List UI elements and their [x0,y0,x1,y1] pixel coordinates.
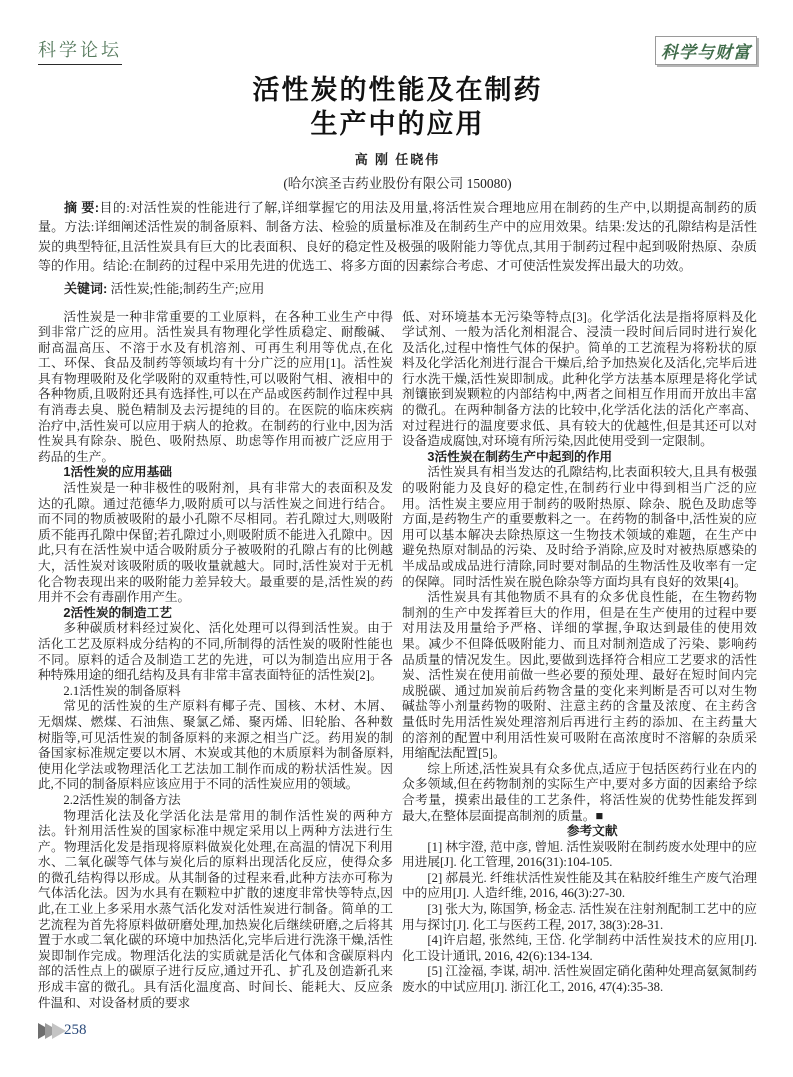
reference-item: [4]许启超, 张然纯, 王岱. 化学制药中活性炭技术的应用[J]. 化工设计通讯, 2016, 42(6):134-134. [402,933,757,963]
section-2-1-heading: 2.1活性炭的制备原料 [63,683,181,698]
authors: 高 刚 任晓伟 [354,151,441,167]
conclusion-paragraph: 综上所述,活性炭具有众多优点,适应于包括医药行业在内的众多领域,但在药物制剂的实际生产中,要对多方面的因素给予综合考量，摸索出最佳的工艺条件，将活性炭的优势性能发挥到最大,在整体层面提高制剂的质量。■ [402,761,757,823]
continuation-paragraph: 低、对环境基本无污染等特点[3]。化学活化法是指将原料及化学试剂、一般为活化剂相混合、浸渍一段时间后同时进行炭化及活化,过程中惰性气体的保护。简单的工艺流程为将粉状的原料及化学活化剂进行混合干燥后,给予加热炭化及活化,完毕后进行水洗干燥,活性炭即制成。此种化学方法基本原理是将化学试剂镶嵌到炭颗粒的内部结构中,两者之间相互作用而开放出丰富的微孔。在两种制备方法的比较中,化学活化法的活化产率高、对过程进行的温度要求低、具有较大的优越性,但是其还可以对设备造成腐蚀,对环境有所污染,因此使用受到一定限制。 [402,309,757,449]
abstract [38,198,757,276]
right-column [402,310,757,1012]
keywords-label: 关键词: [64,280,108,296]
section-2-2-paragraph: 物理活化法及化学活化法是常用的制作活性炭的两种方法。针剂用活性炭的国家标准中规定采用以上两种方法进行生产。物理活化发是指现将原料做炭化处理,在高温的情况下利用水、二氧化碳等气体与炭化后的原料出现活化反应，使得众多的微孔结构得以形成。从其制备的过程来看,此种方法亦可称为气体活化法。因为水具有在颗粒中扩散的速度非常快等特点,因此,在工业上多采用水蒸气活化发对活性炭进行制备。简单的工艺流程为首先将原料做研磨处理,加热炭化后继续研磨,之后将其置于水或二氧化碳的环境中加热活化,完毕后进行洗涤干燥,活性炭即制作完成。物理活化法的实质就是活化气体和含碳原料内部的活性点上的碳原子进行反应,通过开孔、扩孔及创造新孔来形成丰富的微孔。具有活化温度高、时间长、能耗大、反应条件温和、对设备材质的要求 [38,808,393,1010]
section-3-paragraph-2: 活性炭具有其他物质不具有的众多优良性能，在生物药物制剂的生产中发挥着巨大的作用，但是在生产使用的过程中要对用法及用量给予严格、详细的掌握,争取达到最佳的使用效果。减少不但降低吸附能力、而且对制剂造成了污染、影响药品质量的情况发生。因此,要做到选择符合相应工艺要求的活性炭、活性炭在使用前做一些必要的预处理、最好在短时间内完成脱碳、通过加炭前后药物含量的变化来判断是否可以对生物碱盐等小剂量药物的吸附、注意主药的含量及浓度、在主药含量低时先用活性炭处理溶剂后再进行主药的添加、在主药量大的溶剂的配置中利用活性炭可吸附在高浓度时不溶解的杂质采用缩配法配置[5]。 [402,590,757,761]
body-columns [38,310,757,1012]
keywords-text: 活性炭;性能;制药生产;应用 [110,280,265,296]
section-2-1-paragraph: 常见的活性炭的生产原料有椰子壳、国核、木材、木屑、无烟煤、燃煤、石油焦、聚氯乙烯、聚丙烯、旧轮胎、各种数树脂等,可见活性炭的制备原料的来源之相当广泛。药用炭的制备国家标准规定要以木屑、木炭或其他的木质原料为制备原料,使用化学法或物理活化工艺法加工制作而成的粉状活性炭。因此,不同的制备原料应该应用于不同的活性炭应用的领域。 [38,699,393,792]
left-column [38,310,393,1012]
section-2-heading: 2活性炭的制造工艺 [63,605,172,620]
section-1-paragraph: 活性炭是一种非极性的吸附剂，具有非常大的表面积及发达的孔隙。通过范德华力,吸附质可以与活性炭之间进行结合。而不同的物质被吸附的最小孔隙不尽相同。若孔隙过大,则吸附质不能再孔隙中保留;若孔隙过小,则吸附质不能进入孔隙中。因此,只有在活性炭中适合吸附质分子被吸附的孔隙占有的比例越大，活性炭对该吸附质的吸收量就越大。同时,活性炭对于无机化合物表现出来的吸附能力差异较大。最重要的是,活性炭的药用并不会有毒副作用产生。 [38,481,393,605]
reference-item: [5] 江淦福, 李谋, 胡冲. 活性炭固定硝化菌种处理高氨氮制药废水的中试应用[J]. 浙江化工, 2016, 47(4):35-38. [402,964,757,995]
paper-title [38,74,757,142]
paper-title-line2: 生产中的应用 [310,108,485,139]
journal-masthead: 科学与财富 [655,36,757,65]
reference-item: [2] 郝晨光. 纤维状活性炭性能及其在粘胶纤维生产废气治理中的应用[J]. 人造纤维, 2016, 46(3):27-30. [402,870,757,901]
page-number: 258 [64,1022,87,1038]
column-section-label: 科学论坛 [38,36,122,65]
intro-paragraph: 活性炭是一种非常重要的工业原料，在各种工业生产中得到非常广泛的应用。活性炭具有物理化学性质稳定、耐酸碱、耐高温高压、不溶于水及有机溶剂、可再生利用等优点,在化工、环保、食品及制药等领域均有十分广泛的应用[1]。活性炭具有物理吸附及化学吸附的双重特性,可以吸附气相、液相中的各种物质,且吸附还具有选择性,可以在产品或医药制作过程中具有消毒去臭、脱色精制及去污提纯的目的。在医院的临床疾病治疗中,活性炭可以应用于病人的抢救。在制药的行业中,因为活性炭具有除杂、脱色、吸附热原、助虑等作用而被广泛应用于药品的生产。 [38,309,393,464]
page-footer [38,1022,87,1039]
abstract-label: 摘 要: [64,199,100,215]
paper-title-line1: 活性炭的性能及在制药 [252,75,543,105]
section-2-2-heading: 2.2活性炭的制备方法 [63,792,181,807]
section-2-paragraph: 多种碳质材料经过炭化、活化处理可以得到活性炭。由于活化工艺及原料成分结构的不同,所制得的活性炭的吸附性能也不同。原料的适合及制造工艺的先进，可以为制造出应用于各种特殊用途的细孔结构及具有非常丰富表面特征的活性炭[2]。 [38,621,393,683]
keywords [38,278,757,297]
reference-item: [3] 张大为, 陈国笋, 杨金志. 活性炭在注射剂配制工艺中的应用与探讨[J]. 化工与医药工程, 2017, 38(3):28-31. [402,902,757,932]
section-3-paragraph-1: 活性炭具有相当发达的孔隙结构,比表面积较大,且具有极强的吸附能力及良好的稳定性,在制药行业中得到相当广泛的应用。活性炭主要应用于制药的吸附热原、除杂、脱色及助虑等方面,是药物生产的重要敷料之一。在药物的制备中,活性炭的应用可以基本解决去除热原这一生物技术领域的难题，在生产中避免热原对制品的污染、及时给予消除,应及时对被热原感染的半成品或成品进行清除,同时要对制品的生物活性及收率有一定的保障。同时活性炭在脱色除杂等方面均具有良好的效果[4]。 [402,465,757,589]
page-header [38,36,757,70]
reference-item: [1] 林宇澄, 范中彦, 曾旭. 活性炭吸附在制药废水处理中的应用进展[J]. 化工管理, 2016(31):104-105. [402,839,757,870]
section-1-heading: 1活性炭的应用基础 [63,465,172,480]
affiliation: (哈尔滨圣吉药业股份有限公司 150080) [283,175,512,191]
section-3-heading: 3活性炭在制药生产中起到的作用 [427,449,613,464]
abstract-text: 目的:对活性炭的性能进行了解,详细掌握它的用法及用量,将活性炭合理地应用在制药的生产中,以期提高制药的质量。方法:详细阐述活性炭的制备原料、制备方法、检验的质量标准及在制药生产中的应用效果。结果:发达的孔隙结构是活性炭的典型特征,且活性炭具有巨大的比表面积、良好的稳定性及极强的吸附能力等优点,其用于制药过程中起到吸附热原、杂质等的作用。结论:在制药的过程中采用先进的优选工、将多方面的因素综合考虑、才可使活性炭发挥出最大的功效。 [38,199,757,273]
references-heading: 参考文献 [566,824,618,839]
